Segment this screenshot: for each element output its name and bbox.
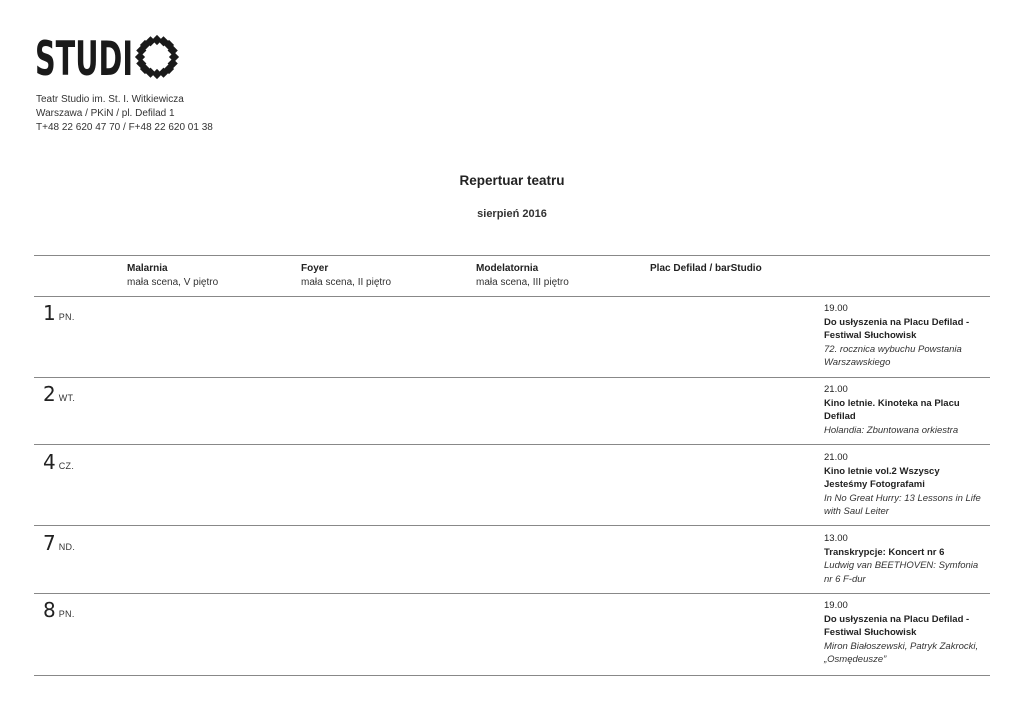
svg-text:STUDI: STUDI	[35, 34, 133, 80]
row-date	[43, 599, 75, 625]
event-title[interactable]: Do usłyszenia na Placu Defilad - Festiwal Słuchowisk	[824, 316, 970, 342]
venue-stage: mała scena, II piętro	[301, 277, 392, 288]
event-subtitle: Ludwig van BEETHOVEN: Symfonia nr 6 F-dur	[824, 560, 979, 585]
day-number: 7	[43, 531, 56, 555]
divider-top	[34, 255, 990, 256]
day-number: 2	[43, 382, 56, 406]
venue-plac-defilad	[650, 262, 762, 276]
row-divider	[34, 593, 990, 594]
event-subtitle: Miron Białoszewski, Patryk Zakrocki, „Osmędeusze”	[824, 640, 979, 666]
day-number: 4	[43, 450, 56, 474]
row-divider	[34, 377, 990, 378]
event-entry	[824, 532, 984, 586]
theatre-address	[36, 93, 213, 135]
event-title[interactable]: Kino letnie. Kinoteka na Placu Defilad	[824, 397, 960, 423]
address-line-name: Teatr Studio im. St. I. Witkiewicza	[36, 94, 184, 105]
event-entry	[824, 302, 984, 370]
row-date	[43, 451, 74, 477]
row-date	[43, 383, 75, 409]
weekday: PN.	[58, 312, 75, 322]
event-entry	[824, 383, 984, 437]
page-title: Repertuar teatru	[459, 173, 565, 188]
event-title[interactable]: Do usłyszenia na Placu Defilad - Festiwal Słuchowisk	[824, 613, 970, 639]
weekday: PN.	[58, 609, 75, 619]
row-divider	[34, 525, 990, 526]
event-time: 19.00	[824, 303, 848, 314]
venue-name: Malarnia	[127, 263, 168, 274]
row-date	[43, 532, 75, 558]
weekday: WT.	[58, 393, 76, 403]
venue-malarnia	[127, 262, 218, 290]
venue-stage: mała scena, III piętro	[476, 277, 569, 288]
month-label: sierpień 2016	[477, 208, 547, 220]
event-title[interactable]: Kino letnie vol.2 Wszyscy Jesteśmy Fotografami	[824, 465, 940, 491]
event-time: 21.00	[824, 384, 848, 395]
studio-logo-graphic	[35, 34, 185, 80]
event-time: 19.00	[824, 600, 848, 611]
event-entry	[824, 451, 984, 519]
event-subtitle: In No Great Hurry: 13 Lessons in Life with Saul Leiter	[824, 492, 981, 518]
weekday: CZ.	[58, 461, 75, 471]
event-subtitle: Holandia: Zbuntowana orkiestra	[824, 424, 959, 436]
event-entry	[824, 599, 984, 667]
row-date	[43, 302, 75, 328]
venue-name: Modelatornia	[476, 263, 539, 274]
row-divider-bottom	[34, 675, 990, 676]
weekday: ND.	[58, 542, 76, 552]
address-line-phone: T+48 22 620 47 70 / F+48 22 620 01 38	[36, 122, 213, 133]
venue-foyer	[301, 262, 391, 290]
event-time: 13.00	[824, 533, 848, 544]
day-number: 1	[43, 301, 56, 325]
event-title[interactable]: Transkrypcje: Koncert nr 6	[824, 546, 945, 558]
row-divider	[34, 444, 990, 445]
venue-modelatornia	[476, 262, 569, 290]
event-time: 21.00	[824, 452, 848, 463]
event-subtitle: 72. rocznica wybuchu Powstania Warszawskiego	[824, 343, 962, 369]
venue-stage: mała scena, V piętro	[127, 277, 219, 288]
day-number: 8	[43, 598, 56, 622]
address-line-location: Warszawa / PKiN / pl. Defilad 1	[36, 108, 175, 119]
divider-header	[34, 296, 990, 297]
venue-name: Foyer	[301, 263, 329, 274]
venue-name: Plac Defilad / barStudio	[650, 263, 762, 274]
logo-ring-icon	[135, 35, 179, 79]
